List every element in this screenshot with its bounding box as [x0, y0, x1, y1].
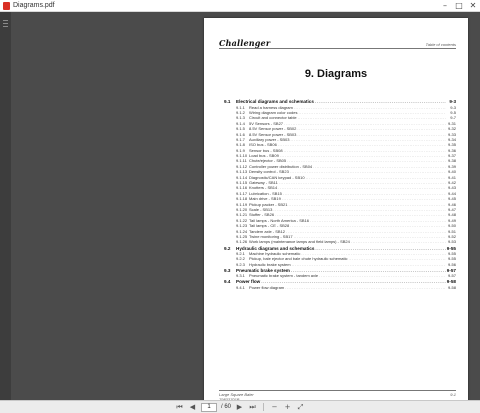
toc-leader [284, 148, 446, 153]
toc-number: 9.1.24 [236, 228, 248, 234]
toc-entry[interactable] [224, 196, 456, 201]
fit-page-icon[interactable]: ⤢ [297, 402, 304, 411]
toc-leader [287, 158, 446, 163]
toc-page: 9-43 [447, 185, 456, 191]
toc-page: 9-35 [447, 142, 456, 148]
toc-leader [301, 251, 446, 256]
zoom-in-icon[interactable]: + [284, 403, 291, 411]
toc-section[interactable] [224, 244, 456, 250]
toc-label: Auxiliary power - SB03 [249, 136, 290, 142]
toc-number: 9.3.1 [236, 273, 245, 279]
page-number-input[interactable]: 1 [201, 403, 217, 412]
toc-label: 5V Sensors - SB27 [249, 120, 284, 126]
previous-page-icon[interactable]: ◀ [189, 403, 196, 411]
toc-leader [278, 142, 446, 147]
toc-page: 9-58 [446, 279, 456, 285]
toc-label: Stuffer - SB26 [249, 212, 275, 218]
toc-label: Tandem axle - SB12 [249, 228, 286, 234]
toc-leader [294, 105, 446, 110]
toc-leader [298, 110, 446, 115]
brand-logo: Challenger [219, 38, 271, 48]
toc-page: 9-33 [447, 131, 456, 137]
page-header-section: Table of contents [425, 42, 456, 47]
toc-entry[interactable] [224, 228, 456, 233]
toc-label: Wiring diagram color codes [249, 109, 298, 115]
toc-entry[interactable] [224, 104, 456, 109]
toc-label: Read a harness diagram [249, 104, 293, 110]
toc-page: 9-53 [447, 239, 456, 245]
toc-number: 9.1.7 [236, 136, 245, 142]
toc-page: 9-3 [450, 104, 456, 110]
toc-label: Lubrication - SB15 [249, 190, 282, 196]
toc-number: 9.1.2 [236, 109, 245, 115]
toc-section[interactable] [224, 278, 456, 284]
sidebar-toggle-icon-line [3, 23, 8, 24]
toc-entry[interactable] [224, 180, 456, 185]
toc-entry[interactable] [224, 190, 456, 195]
toc-number: 9.1.26 [236, 239, 248, 245]
toc-entry[interactable] [224, 174, 456, 179]
toc-leader [291, 268, 446, 273]
toc-page: 9-52 [447, 233, 456, 239]
pdf-file-icon [3, 2, 10, 10]
toc-leader [349, 256, 447, 261]
toc-entry[interactable] [224, 212, 456, 217]
toc-entry[interactable] [224, 142, 456, 147]
toc-label: Work lamps (maintenance lamps and field lamps) - SB24 [249, 239, 350, 245]
document-viewer[interactable] [0, 12, 480, 400]
toc-leader [283, 191, 446, 196]
toc-entry[interactable] [224, 126, 456, 131]
toc-label: Sensor bus - SB08 [249, 147, 283, 153]
toc-leader [290, 137, 446, 142]
toc-leader [313, 164, 446, 169]
toc-entry[interactable] [224, 110, 456, 115]
toc-page: 9-32 [447, 126, 456, 132]
footer-product-name: Large Square Baler [219, 392, 254, 397]
toc-label: Load bus - SB09 [249, 153, 279, 159]
toc-leader [297, 126, 446, 131]
toc-entry[interactable] [224, 234, 456, 239]
toc-page: 9-37 [447, 153, 456, 159]
toc-number: 9.1.12 [236, 163, 248, 169]
toc-leader [261, 279, 446, 284]
toc-page: 9-7 [450, 115, 456, 121]
toc-entry[interactable] [224, 185, 456, 190]
toc-leader [315, 246, 445, 251]
toc-label: Chute/ejector - SB05 [249, 158, 287, 164]
toc-entry[interactable] [224, 261, 456, 266]
toc-leader [278, 185, 446, 190]
toc-page: 9-55 [447, 256, 456, 262]
toc-page: 9-3 [449, 99, 456, 105]
toc-page: 9-48 [447, 212, 456, 218]
toc-entry[interactable] [224, 131, 456, 136]
toc-page: 9-55 [447, 250, 456, 256]
toc-number: 9.1.16 [236, 185, 248, 191]
toc-section[interactable] [224, 267, 456, 273]
toc-label: Pickup, bale ejector and bale chute hydraulic schematic [249, 256, 348, 262]
toc-leader [290, 169, 446, 174]
header-divider [219, 48, 456, 49]
toc-number: 9.1.15 [236, 180, 248, 186]
toc-leader [351, 239, 446, 244]
toc-number: 9.1.17 [236, 190, 248, 196]
table-of-contents [224, 98, 456, 290]
toc-leader [290, 223, 446, 228]
page-total-label: / 60 [220, 404, 231, 410]
toc-label: Controller power distribution - SB04 [249, 163, 313, 169]
toc-label: Diagnostic/CAN keypad - SB10 [249, 174, 305, 180]
toc-page: 9-45 [447, 196, 456, 202]
title-bar [0, 0, 480, 12]
toc-number: 9.1.14 [236, 174, 248, 180]
toc-leader [288, 202, 446, 207]
toc-number: 9.1.11 [236, 158, 247, 164]
toc-number: 9.1.6 [236, 131, 245, 137]
toc-number: 9.1.10 [236, 153, 248, 159]
toc-entry[interactable] [224, 284, 456, 289]
toc-number: 9.2 [224, 245, 231, 251]
toc-page: 9-34 [447, 136, 456, 142]
sidebar-toggle-icon-line [3, 26, 8, 27]
toc-label: Pneumatic brake system [236, 267, 290, 273]
toc-page: 9-39 [447, 163, 456, 169]
toc-label: Electrical diagrams and schematics [236, 99, 314, 105]
chapter-heading: 9. Diagrams [304, 68, 368, 80]
toc-entry[interactable] [224, 120, 456, 125]
toc-label: Tail lamps - North America - SB16 [249, 217, 310, 223]
toc-leader [294, 234, 446, 239]
toc-page: 9-58 [447, 284, 456, 290]
toc-page: 9-31 [447, 120, 456, 126]
toc-label: Gateway - SB11 [249, 180, 278, 186]
toc-leader [275, 212, 446, 217]
toc-number: 9.1.13 [236, 169, 248, 175]
toc-leader [273, 207, 446, 212]
toc-number: 9.1.4 [236, 120, 245, 126]
toc-label: Knotters - SB14 [249, 185, 278, 191]
toc-entry[interactable] [224, 163, 456, 168]
toc-label: Tail lamps - CE - SB28 [249, 223, 290, 229]
toc-leader [284, 121, 446, 126]
minimize-button[interactable]: – [443, 1, 447, 10]
window-title: Diagrams.pdf [13, 2, 55, 9]
maximize-button[interactable]: □ [455, 1, 463, 10]
footer-divider [219, 390, 456, 391]
toc-label: Twine monitoring - SB17 [249, 233, 293, 239]
toc-leader [282, 196, 446, 201]
toc-entry[interactable] [224, 169, 456, 174]
toc-entry[interactable] [224, 115, 456, 120]
toc-entry[interactable] [224, 158, 456, 163]
toc-page: 9-38 [447, 158, 456, 164]
toc-number: 9.2.2 [236, 256, 245, 262]
close-button[interactable]: ✕ [469, 1, 477, 10]
toc-entry[interactable] [224, 147, 456, 152]
toc-entry[interactable] [224, 153, 456, 158]
toc-page: 9-50 [447, 223, 456, 229]
toc-number: 9.4 [224, 279, 231, 285]
toc-leader [298, 115, 446, 120]
toc-label: Power flow diagram [249, 284, 285, 290]
toc-number: 9.1.8 [236, 142, 245, 148]
toc-page: 9-51 [447, 228, 456, 234]
toc-page: 9-44 [447, 190, 456, 196]
toc-section[interactable] [224, 98, 456, 104]
toc-number: 9.1.3 [236, 115, 245, 121]
thumbnail-sidebar[interactable] [0, 12, 11, 400]
toc-number: 9.1.21 [236, 212, 248, 218]
toc-label: 8.5V Sensor power - SB02 [249, 126, 297, 132]
toc-page: 9-57 [447, 273, 456, 279]
toc-label: Hydraulic brake system [249, 261, 291, 267]
page-navigation-bar [0, 400, 480, 413]
toc-entry[interactable] [224, 239, 456, 244]
toc-label: Pneumatic brake system - tandem axle [249, 273, 319, 279]
footer-page-number: 9-1 [450, 392, 456, 397]
toc-number: 9.1.18 [236, 196, 248, 202]
toc-page: 9-49 [447, 217, 456, 223]
toc-entry[interactable] [224, 251, 456, 256]
toc-entry[interactable] [224, 217, 456, 222]
toc-leader [279, 180, 446, 185]
toc-label: ISO bus - SB06 [249, 142, 277, 148]
toc-leader [285, 285, 446, 290]
toc-page: 9-40 [447, 169, 456, 175]
toc-page: 9-47 [447, 207, 456, 212]
toc-leader [319, 273, 446, 278]
toc-number: 9.1.22 [236, 217, 248, 223]
toc-number: 9.1 [224, 99, 231, 105]
toc-number: 9.1.25 [236, 233, 248, 239]
toc-leader [292, 262, 446, 267]
toc-entry[interactable] [224, 256, 456, 261]
toc-leader [297, 132, 446, 137]
toc-number: 9.1.1 [236, 104, 245, 110]
toolbar-separator [263, 403, 264, 411]
toc-entry[interactable] [224, 207, 456, 212]
toc-number: 9.2.3 [236, 261, 245, 267]
toc-page: 9-41 [447, 174, 456, 180]
toc-page: 9-36 [447, 147, 456, 153]
toc-label: 8.5V Sensor power - SB03 [249, 131, 297, 137]
toc-label: Scale - SB13 [249, 207, 273, 212]
toc-number: 9.1.19 [236, 201, 248, 207]
toc-page: 9-57 [446, 267, 456, 273]
toc-page: 9-5 [450, 109, 456, 115]
pdf-page[interactable] [204, 18, 468, 412]
toc-leader [315, 99, 446, 104]
toc-page: 9-56 [447, 261, 456, 267]
toc-page: 9-42 [447, 180, 456, 186]
toc-number: 9.2.1 [236, 250, 245, 256]
toc-leader [306, 175, 446, 180]
toc-label: Main drive - SB19 [249, 196, 281, 202]
toc-entry[interactable] [224, 273, 456, 278]
toc-number: 9.1.23 [236, 223, 248, 229]
toc-number: 9.1.20 [236, 207, 248, 212]
toc-leader [310, 218, 446, 223]
toc-entry[interactable] [224, 201, 456, 206]
toc-leader [286, 229, 446, 234]
toc-label: Density control - SB23 [249, 169, 289, 175]
toc-label: Hydraulic diagrams and schematics [236, 245, 315, 251]
sidebar-toggle-icon[interactable] [3, 20, 8, 21]
toc-number: 9.1.9 [236, 147, 245, 153]
toc-entry[interactable] [224, 223, 456, 228]
toc-label: Circuit and connector table [249, 115, 297, 121]
toc-number: 9.1.5 [236, 126, 245, 132]
next-page-icon[interactable]: ▶ [236, 403, 243, 411]
last-page-icon[interactable]: ⏭ [249, 402, 256, 411]
toc-label: Pickup packer - SB21 [249, 201, 288, 207]
first-page-icon[interactable]: ⏮ [176, 402, 183, 411]
toc-entry[interactable] [224, 137, 456, 142]
toc-number: 9.4.1 [236, 284, 245, 290]
toc-number: 9.3 [224, 267, 231, 273]
zoom-out-icon[interactable]: − [271, 403, 278, 411]
toc-page: 9-55 [446, 245, 456, 251]
toc-label: Power flow [236, 279, 261, 285]
toc-leader [280, 153, 446, 158]
toc-page: 9-46 [447, 201, 456, 207]
toc-label: Machine hydraulic schematic [249, 250, 301, 256]
